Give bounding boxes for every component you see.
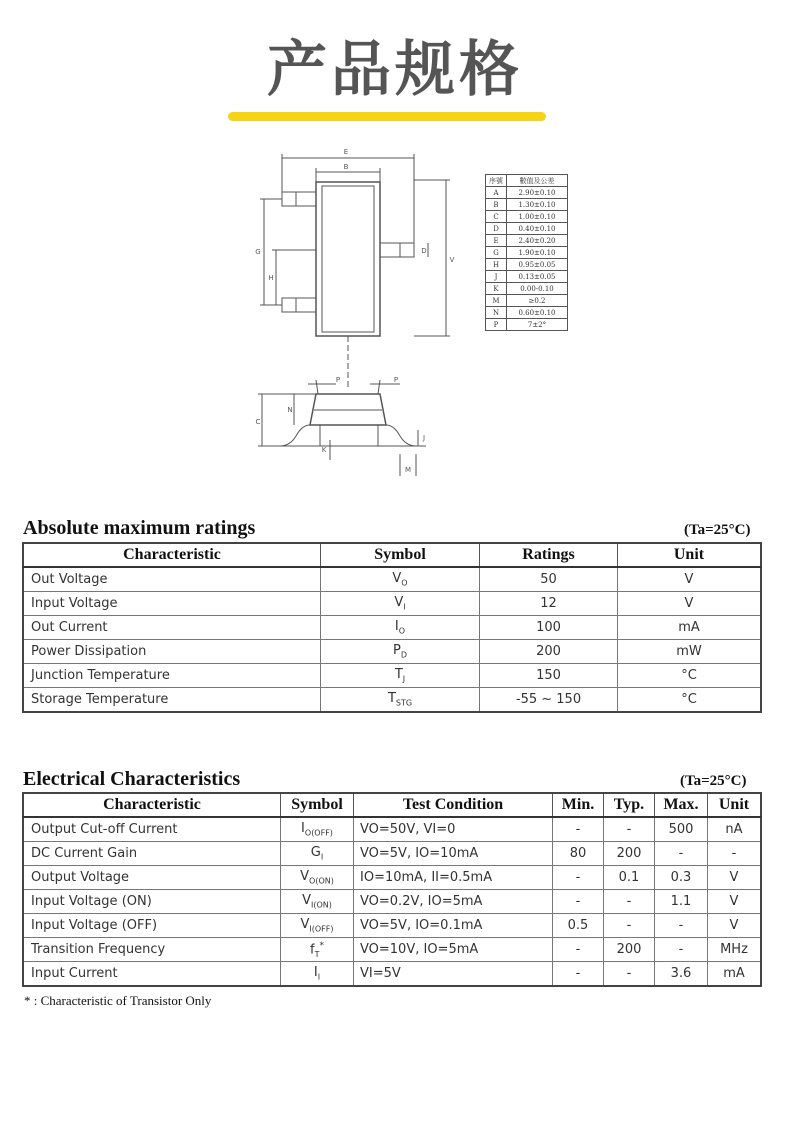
table-row <box>23 688 761 713</box>
characteristic-cell: Out Voltage <box>23 567 321 592</box>
characteristic-cell: Input Current <box>23 962 281 987</box>
unit-cell: V <box>708 890 762 914</box>
characteristic-cell: Out Current <box>23 616 321 640</box>
dim-label-j: J <box>422 434 426 442</box>
min-cell: - <box>553 866 604 890</box>
rating-cell: 200 <box>480 640 618 664</box>
dim-header-cell: 數值及公差 <box>507 175 568 187</box>
symbol-cell <box>321 688 480 713</box>
symbol-cell <box>281 962 354 987</box>
test-condition-cell: VO=10V, IO=5mA <box>354 938 553 962</box>
symbol-letter: G <box>310 845 321 861</box>
max-cell: - <box>655 842 708 866</box>
dim-label-k: K <box>321 446 327 454</box>
dimension-row <box>486 295 568 307</box>
table-row <box>23 962 761 987</box>
symbol-letter: T <box>387 691 396 707</box>
typ-cell: 200 <box>604 938 655 962</box>
test-condition-cell: IO=10mA, II=0.5mA <box>354 866 553 890</box>
col-header: Symbol <box>281 793 354 817</box>
dimension-row <box>486 199 568 211</box>
dim-label-e: E <box>343 148 349 156</box>
dimension-row <box>486 223 568 235</box>
symbol-cell <box>281 842 354 866</box>
symbol-subscript: J <box>402 674 406 684</box>
page-title: 产品规格 <box>267 35 523 105</box>
max-cell: 1.1 <box>655 890 708 914</box>
characteristic-cell: DC Current Gain <box>23 842 281 866</box>
symbol-cell <box>321 567 480 592</box>
table-row <box>23 890 761 914</box>
unit-cell: V <box>708 914 762 938</box>
characteristic-cell: Input Voltage (OFF) <box>23 914 281 938</box>
max-cell: 3.6 <box>655 962 708 987</box>
unit-cell: °C <box>618 688 762 713</box>
symbol-cell <box>281 938 354 962</box>
dim-label-n: N <box>287 406 293 414</box>
col-header: Test Condition <box>354 793 553 817</box>
dim-key: A <box>486 187 507 199</box>
table-row <box>23 640 761 664</box>
dim-header-cell: 序號 <box>486 175 507 187</box>
typ-cell: - <box>604 914 655 938</box>
unit-cell: °C <box>618 664 762 688</box>
dim-label-d: D <box>421 247 427 255</box>
electrical-title: Electrical Characteristics <box>23 768 241 790</box>
unit-cell: MHz <box>708 938 762 962</box>
dim-value: 0.00-0.10 <box>507 283 568 295</box>
table-row <box>23 616 761 640</box>
rating-cell: 150 <box>480 664 618 688</box>
col-header: Max. <box>655 793 708 817</box>
min-cell: - <box>553 962 604 987</box>
dimension-row <box>486 235 568 247</box>
dim-key: J <box>486 271 507 283</box>
min-cell: - <box>553 817 604 842</box>
col-header: Ratings <box>480 543 618 567</box>
max-cell: 500 <box>655 817 708 842</box>
symbol-letter: I <box>301 821 305 837</box>
dim-key: P <box>486 319 507 331</box>
symbol-cell <box>321 664 480 688</box>
max-cell: - <box>655 938 708 962</box>
typ-cell: - <box>604 890 655 914</box>
characteristic-cell: Power Dissipation <box>23 640 321 664</box>
max-cell: 0.3 <box>655 866 708 890</box>
dim-label-v: V <box>449 256 455 264</box>
symbol-letter: P <box>392 643 401 659</box>
typ-cell: 0.1 <box>604 866 655 890</box>
test-condition-cell: VO=5V, IO=10mA <box>354 842 553 866</box>
abs-max-table <box>22 542 762 713</box>
table-row <box>23 842 761 866</box>
dim-value: 2.90±0.10 <box>507 187 568 199</box>
characteristic-cell: Input Voltage (ON) <box>23 890 281 914</box>
characteristic-cell: Output Cut-off Current <box>23 817 281 842</box>
unit-cell: - <box>708 842 762 866</box>
dim-key: D <box>486 223 507 235</box>
min-cell: - <box>553 890 604 914</box>
dimension-table-header <box>486 175 568 187</box>
table-row <box>23 938 761 962</box>
dim-label-p-left: P <box>335 376 341 384</box>
col-header: Typ. <box>604 793 655 817</box>
abs-max-title: Absolute maximum ratings <box>23 517 256 539</box>
symbol-subscript: I <box>403 602 406 612</box>
test-condition-cell: VO=5V, IO=0.1mA <box>354 914 553 938</box>
col-header: Min. <box>553 793 604 817</box>
dim-label-m: M <box>404 466 412 474</box>
dim-label-b: B <box>343 163 349 171</box>
symbol-cell <box>281 866 354 890</box>
table-row <box>23 866 761 890</box>
rating-cell: 12 <box>480 592 618 616</box>
dimension-row <box>486 259 568 271</box>
characteristic-cell: Junction Temperature <box>23 664 321 688</box>
dim-key: M <box>486 295 507 307</box>
rating-cell: -55 ~ 150 <box>480 688 618 713</box>
table-row <box>23 592 761 616</box>
symbol-subscript: O <box>401 578 408 588</box>
dim-key: C <box>486 211 507 223</box>
dim-key: G <box>486 247 507 259</box>
rating-cell: 100 <box>480 616 618 640</box>
test-condition-cell: VO=0.2V, IO=5mA <box>354 890 553 914</box>
symbol-subscript: O(ON) <box>309 876 334 886</box>
symbol-letter: T <box>394 667 403 683</box>
col-header: Characteristic <box>23 793 281 817</box>
symbol-cell <box>281 914 354 938</box>
dimension-row <box>486 307 568 319</box>
symbol-subscript: T <box>314 949 320 959</box>
table-row <box>23 817 761 842</box>
table-row <box>23 914 761 938</box>
symbol-cell <box>321 616 480 640</box>
typ-cell: - <box>604 962 655 987</box>
test-condition-cell: VO=50V, VI=0 <box>354 817 553 842</box>
dim-value: ≥0.2 <box>507 295 568 307</box>
dim-value: 7±2° <box>507 319 568 331</box>
symbol-subscript: O <box>398 626 406 636</box>
symbol-subscript: I <box>320 852 324 862</box>
symbol-superscript: * <box>319 940 324 951</box>
footnote: * : Characteristic of Transistor Only <box>24 993 212 1008</box>
max-cell: - <box>655 914 708 938</box>
typ-cell: 200 <box>604 842 655 866</box>
symbol-cell <box>321 640 480 664</box>
dimension-row <box>486 319 568 331</box>
dim-value: 0.13±0.05 <box>507 271 568 283</box>
dimension-table <box>485 174 568 331</box>
col-header: Symbol <box>321 543 480 567</box>
dim-key: H <box>486 259 507 271</box>
table-row <box>23 664 761 688</box>
symbol-letter: V <box>392 571 402 587</box>
unit-cell: V <box>708 866 762 890</box>
characteristic-cell: Output Voltage <box>23 866 281 890</box>
characteristic-cell: Transition Frequency <box>23 938 281 962</box>
min-cell: 0.5 <box>553 914 604 938</box>
symbol-letter: I <box>394 619 399 635</box>
symbol-letter: I <box>313 965 318 981</box>
col-header: Characteristic <box>23 543 321 567</box>
title-underline-bar <box>228 112 546 121</box>
electrical-table <box>22 792 762 987</box>
symbol-subscript: I <box>317 972 321 982</box>
symbol-letter: V <box>302 893 311 909</box>
symbol-subscript: I(ON) <box>311 900 332 910</box>
symbol-subscript: STG <box>395 698 413 708</box>
dim-value: 1.90±0.10 <box>507 247 568 259</box>
dim-label-g: G <box>255 248 261 256</box>
dim-value: 1.00±0.10 <box>507 211 568 223</box>
symbol-cell <box>321 592 480 616</box>
test-condition-cell: VI=5V <box>354 962 553 987</box>
characteristic-cell: Storage Temperature <box>23 688 321 713</box>
unit-cell: mA <box>618 616 762 640</box>
dim-label-p-right: P <box>393 376 399 384</box>
unit-cell: V <box>618 592 762 616</box>
table-row <box>23 567 761 592</box>
unit-cell: nA <box>708 817 762 842</box>
symbol-letter: V <box>394 595 404 611</box>
dimension-row <box>486 283 568 295</box>
dim-value: 2.40±0.20 <box>507 235 568 247</box>
dim-value: 0.40±0.10 <box>507 223 568 235</box>
dimension-row <box>486 211 568 223</box>
dim-value: 0.95±0.05 <box>507 259 568 271</box>
abs-max-condition: (Ta=25°C) <box>684 522 751 538</box>
dimension-row <box>486 187 568 199</box>
dim-value: 0.60±0.10 <box>507 307 568 319</box>
typ-cell: - <box>604 817 655 842</box>
symbol-letter: V <box>300 917 310 933</box>
symbol-subscript: D <box>400 650 407 660</box>
rating-cell: 50 <box>480 567 618 592</box>
characteristic-cell: Input Voltage <box>23 592 321 616</box>
unit-cell: V <box>618 567 762 592</box>
min-cell: 80 <box>553 842 604 866</box>
dim-key: E <box>486 235 507 247</box>
dim-value: 1.30±0.10 <box>507 199 568 211</box>
min-cell: - <box>553 938 604 962</box>
symbol-cell <box>281 817 354 842</box>
symbol-letter: V <box>300 869 310 885</box>
symbol-subscript: O(OFF) <box>304 828 333 838</box>
dim-label-h: H <box>268 274 274 282</box>
symbol-letter: f <box>310 941 315 957</box>
dim-key: N <box>486 307 507 319</box>
dim-label-c: C <box>255 418 261 426</box>
dim-key: K <box>486 283 507 295</box>
dimension-row <box>486 271 568 283</box>
col-header: Unit <box>708 793 762 817</box>
unit-cell: mA <box>708 962 762 987</box>
unit-cell: mW <box>618 640 762 664</box>
dimension-row <box>486 247 568 259</box>
symbol-subscript: I(OFF) <box>309 924 334 934</box>
electrical-condition: (Ta=25°C) <box>680 773 747 789</box>
col-header: Unit <box>618 543 762 567</box>
dim-key: B <box>486 199 507 211</box>
symbol-cell <box>281 890 354 914</box>
